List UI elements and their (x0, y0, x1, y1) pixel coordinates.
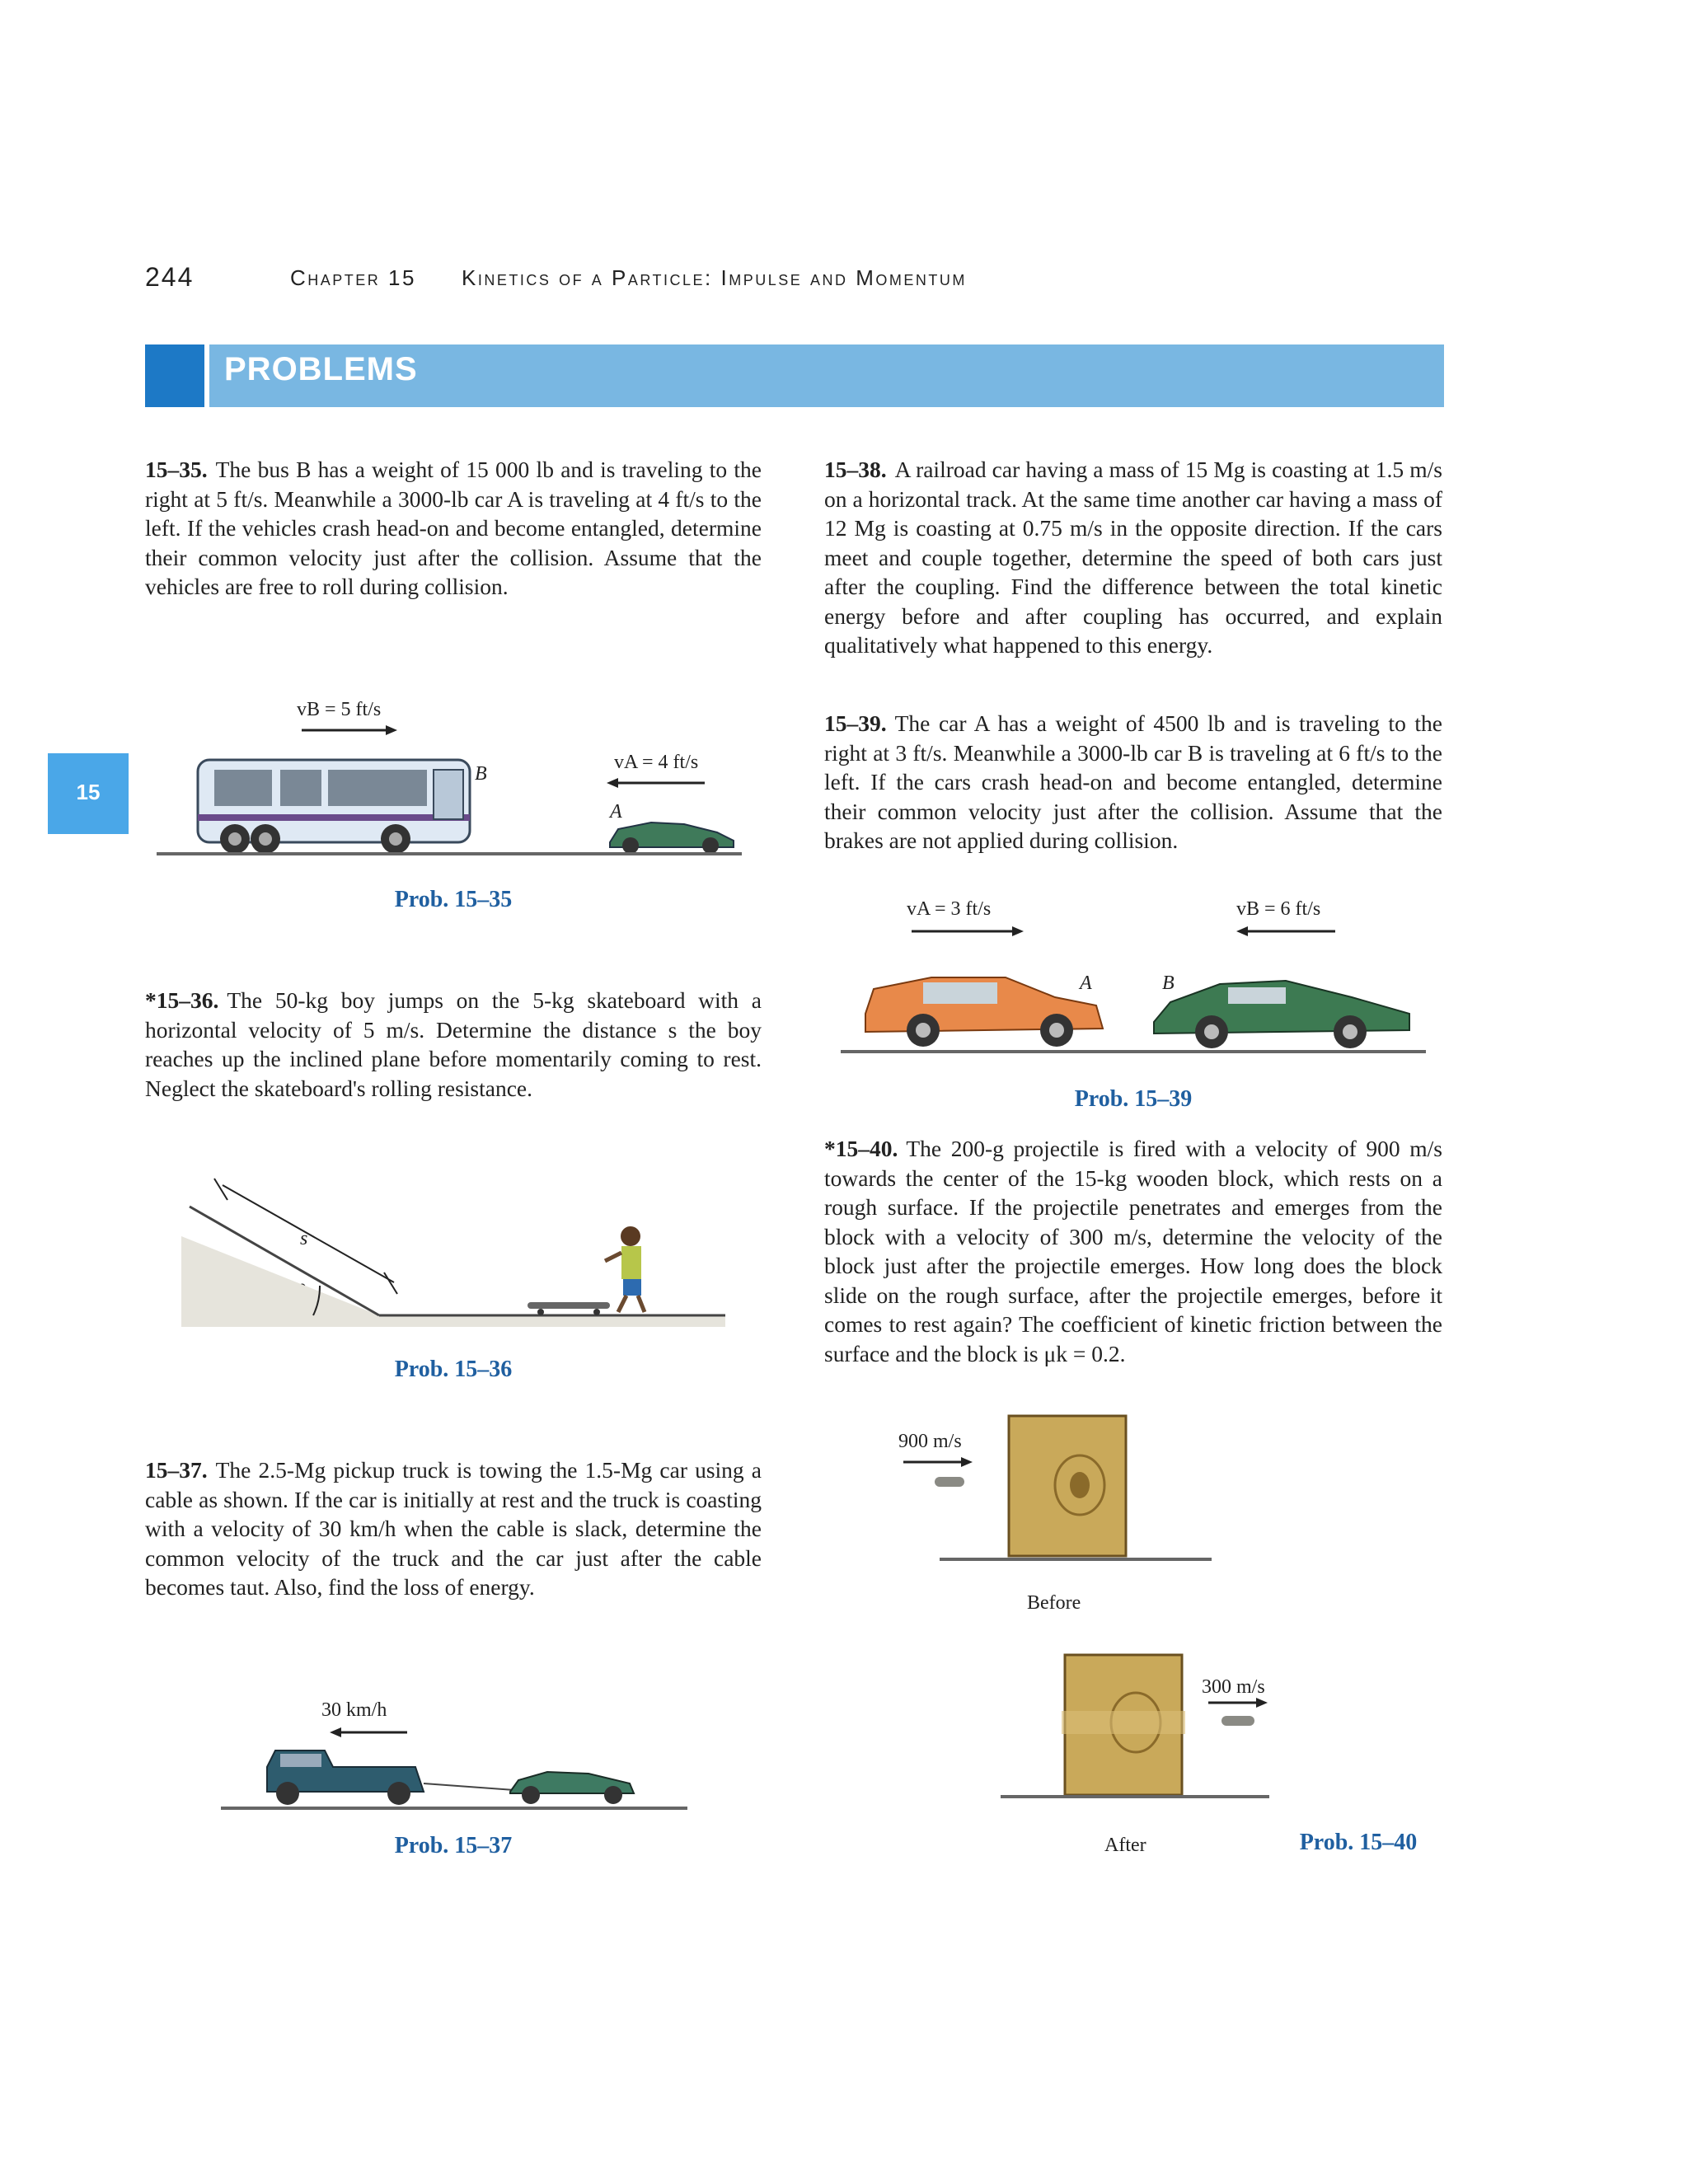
arrow-right-icon (1208, 1698, 1268, 1708)
orange-car-icon (865, 977, 1103, 1047)
sedan-car-icon (510, 1772, 634, 1804)
label-A: A (1080, 972, 1092, 994)
label-B: B (1162, 972, 1175, 994)
problem-15-38 (824, 455, 1442, 660)
problem-number: 15–39. (824, 710, 887, 736)
figure-caption: Prob. 15–39 (1074, 1086, 1193, 1112)
problem-number: *15–36. (145, 987, 219, 1013)
projectile-icon (1221, 1716, 1254, 1726)
banner-divider (204, 344, 209, 407)
block-after-figure (989, 1640, 1286, 1805)
velocity-label-vA: vA = 4 ft/s (614, 752, 699, 773)
figure-caption: Prob. 15–37 (394, 1833, 513, 1858)
two-cars-figure (841, 923, 1434, 1063)
label-A: A (610, 801, 622, 823)
boy-icon (605, 1226, 645, 1312)
chapter-side-tab-label: 15 (76, 780, 101, 804)
truck-car-figure (218, 1726, 696, 1816)
bus-icon (198, 760, 470, 854)
incline-figure (181, 1170, 725, 1335)
figure-caption: Prob. 15–40 (1299, 1830, 1418, 1855)
problem-text: The 50-kg boy jumps on the 5-kg skateboard with a horizontal velocity of 5 m/s. Determine the distance s the boy reaches up the inclined plane before momentarily coming to rest. Neglect the skateboard's rolling resistance. (145, 987, 762, 1101)
block-before-figure (857, 1411, 1220, 1576)
velocity-label: 30 km/h (321, 1699, 387, 1721)
velocity-label-vB: vB = 5 ft/s (297, 699, 382, 720)
velocity-label-before: 900 m/s (898, 1431, 962, 1452)
chapter-title: Kinetics of a Particle: Impulse and Momentum (462, 265, 967, 290)
wooden-block-icon (1062, 1655, 1185, 1795)
before-label: Before (1027, 1592, 1081, 1614)
figure-caption: Prob. 15–35 (394, 887, 513, 912)
problem-number: 15–37. (145, 1457, 208, 1483)
chapter-label: Chapter 15 (290, 265, 416, 290)
arrow-right-icon (903, 1457, 973, 1467)
problem-number: *15–40. (824, 1136, 898, 1161)
bus-car-figure (157, 717, 750, 857)
after-label: After (1104, 1835, 1146, 1856)
velocity-label-vA: vA = 3 ft/s (907, 898, 992, 920)
pickup-truck-icon (267, 1750, 424, 1805)
sports-car-icon (610, 823, 734, 854)
problem-15-37 (145, 1455, 762, 1602)
problem-number: 15–35. (145, 457, 208, 482)
arrow-left-icon (1236, 926, 1335, 936)
distance-label-s: s (300, 1228, 308, 1249)
arrow-left-icon (330, 1727, 407, 1737)
label-B: B (475, 763, 487, 785)
problem-text: The 2.5-Mg pickup truck is towing the 1.5-Mg car using a cable as shown. If the car is initially at rest and the truck is coasting with a velocity of 30 km/h when the cable is slack, determine the common velocity of the truck and the car just after the cable becomes taut. Also, find the loss of energy. (145, 1457, 762, 1600)
problem-15-39 (824, 709, 1442, 855)
problem-text: The car A has a weight of 4500 lb and is traveling to the right at 3 ft/s. Meanwhile a 3000-lb car B is traveling at 6 ft/s to the left. If the cars crash head-on and become entangled, determine their common velocity just after the collision. Assume that the brakes are not applied during collision. (824, 710, 1442, 853)
problem-text: A railroad car having a mass of 15 Mg is coasting at 1.5 m/s on a horizontal track. At the same time another car having a mass of 12 Mg is coasting at 0.75 m/s in the opposite direction. If the cars meet and couple together, determine the speed of both cars just after the coupling. Find the difference between the total kinetic energy before and after coupling has occurred, and explain qualitatively what happened to this energy. (824, 457, 1442, 658)
problem-15-40 (824, 1134, 1442, 1368)
figure-caption: Prob. 15–36 (394, 1357, 513, 1382)
velocity-label-after: 300 m/s (1202, 1676, 1265, 1698)
arrow-right-icon (302, 725, 397, 735)
problem-text: The bus B has a weight of 15 000 lb and is traveling to the right at 5 ft/s. Meanwhile a 3000-lb car A is traveling at 4 ft/s to the left. If the vehicles crash head-on and become entangled, determine their common velocity just after the collision. Assume that the vehicles are free to roll during collision. (145, 457, 762, 599)
problem-text: The 200-g projectile is fired with a velocity of 900 m/s towards the center of the 15-kg wooden block, which rests on a rough surface. If the projectile penetrates and emerges from the block with a velocity of 300 m/s, determine the velocity of the block just after the projectile emerges. How long does the block slide on the rough surface, after the projectile emerges, before it comes to rest again? The coefficient of kinetic friction between the surface and the block is μk = 0.2. (824, 1136, 1442, 1366)
banner-title: PROBLEMS (224, 351, 418, 387)
problem-15-36 (145, 986, 762, 1103)
skateboard-icon (528, 1302, 610, 1315)
wooden-block-icon (1009, 1416, 1126, 1556)
velocity-label-vB: vB = 6 ft/s (1236, 898, 1321, 920)
problem-15-35 (145, 455, 762, 602)
banner-accent-block (145, 344, 204, 407)
green-sports-car-icon (1154, 981, 1409, 1048)
arrow-right-icon (912, 926, 1024, 936)
arrow-left-icon (607, 778, 705, 788)
problem-number: 15–38. (824, 457, 887, 482)
page-number: 244 (145, 262, 195, 292)
projectile-icon (935, 1477, 964, 1487)
